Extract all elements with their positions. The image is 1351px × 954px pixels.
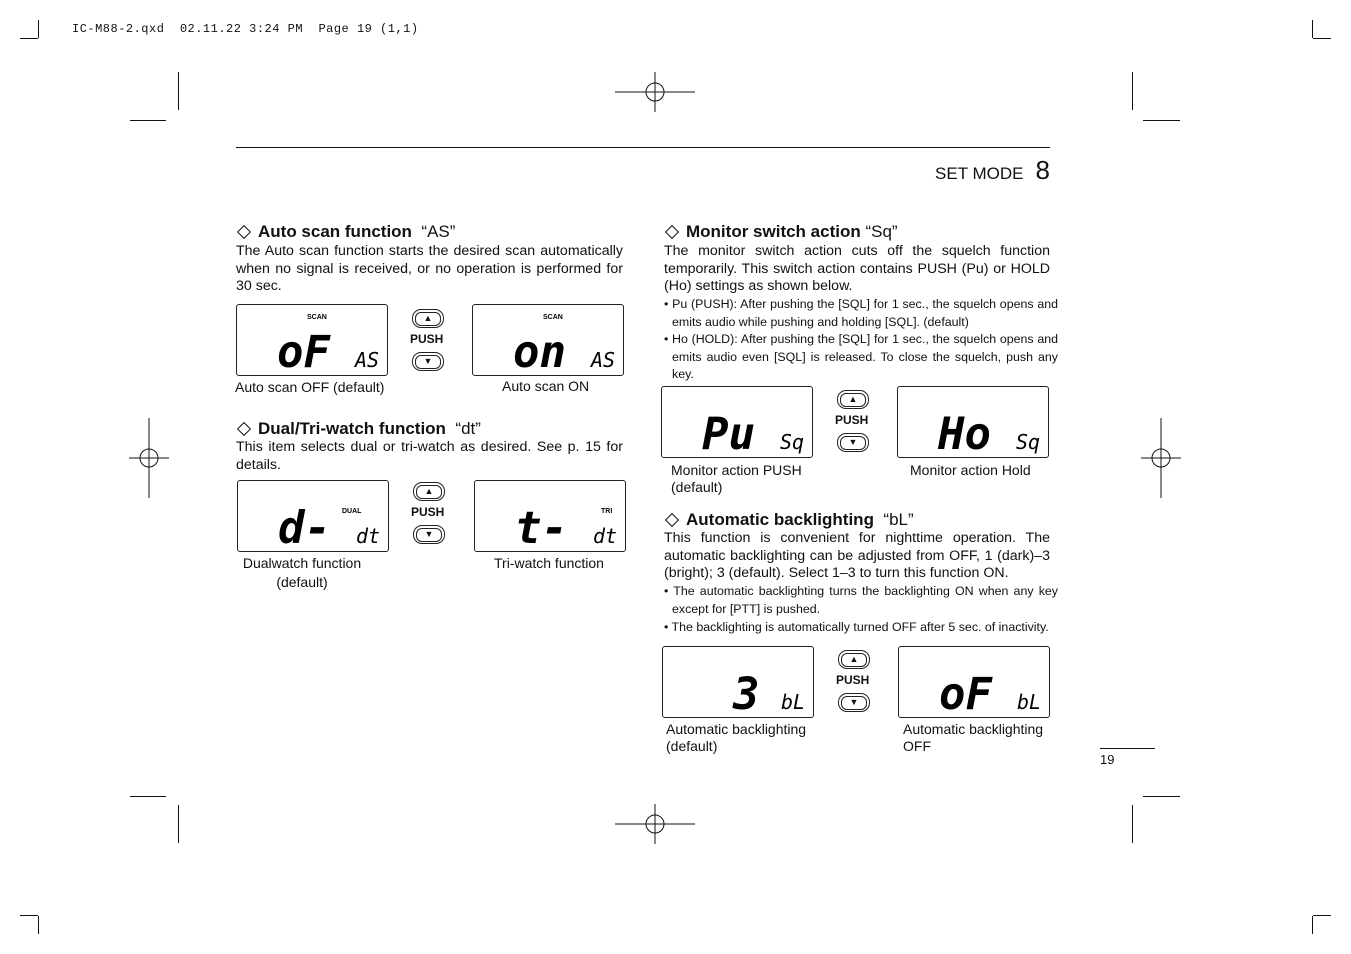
lcd-sub-digits: AS: [355, 348, 380, 372]
lcd-main-digits: 3: [733, 669, 760, 717]
down-button-icon: ▼: [412, 352, 444, 371]
down-button-icon: ▼: [838, 693, 870, 712]
chapter-number: 8: [1035, 155, 1050, 185]
down-button-icon: ▼: [837, 433, 869, 452]
lcd-sub-digits: Sq: [780, 430, 805, 454]
down-button-icon: ▼: [413, 525, 445, 544]
registration-mark-bottom: [615, 804, 695, 844]
lcd-indicator: SCAN: [543, 314, 563, 321]
monitor-body: The monitor switch action cuts off the squelch function temporarily. This switch action contains PUSH (Pu) or HOLD (Ho) settings as shown below.: [664, 243, 1050, 294]
caption-monitor-push: Monitor action PUSH (default): [671, 462, 802, 495]
up-button-icon: ▲: [413, 482, 445, 501]
lcd-auto-scan-off: [236, 304, 388, 376]
backlight-heading: Automatic backlighting “bL”: [664, 510, 914, 530]
running-title: SET MODE: [935, 164, 1024, 183]
page-number-rule: [1100, 748, 1155, 749]
lcd-main-digits: oF: [277, 327, 330, 375]
caption-triwatch: Tri-watch function: [494, 555, 604, 571]
registration-mark-left: [129, 418, 169, 498]
lcd-sub-digits: AS: [591, 348, 616, 372]
registration-mark-top: [615, 72, 695, 112]
lcd-triwatch: [474, 480, 626, 552]
diamond-bullet-icon: [237, 224, 251, 238]
up-button-icon: ▲: [838, 650, 870, 669]
lcd-sub-digits: dt: [356, 524, 381, 548]
running-header: [935, 155, 1050, 186]
up-button-icon: ▲: [412, 309, 444, 328]
lcd-main-digits: d-: [278, 503, 331, 551]
monitor-bullet-2: • Ho (HOLD): After pushing the [SQL] for 1 sec., the squelch opens and emits audio even [SQL] is released. To close the squelch, push any key.: [664, 332, 1058, 381]
caption-monitor-hold: Monitor action Hold: [910, 462, 1031, 478]
lcd-monitor-hold: [897, 386, 1049, 458]
diamond-bullet-icon: [665, 512, 679, 526]
diamond-bullet-icon: [237, 421, 251, 435]
caption-dualwatch: Dualwatch function (default): [242, 555, 362, 590]
auto-scan-heading: Auto scan function “AS”: [236, 222, 455, 242]
caption-backlight-off: Automatic backlighting OFF: [903, 721, 1044, 754]
dual-tri-body: This item selects dual or tri-watch as desired. See p. 15 for details.: [236, 439, 623, 473]
lcd-main-digits: Pu: [702, 409, 755, 457]
lcd-indicator: SCAN: [307, 314, 327, 321]
monitor-bullet-1: • Pu (PUSH): After pushing the [SQL] for 1 sec., the squelch opens and emits audio while pushing and holding [SQL]. (default): [664, 297, 1058, 329]
lcd-indicator: TRI: [601, 508, 613, 515]
diamond-bullet-icon: [665, 224, 679, 238]
lcd-main-digits: t-: [515, 503, 568, 551]
backlight-bullet-2: • The backlighting is automatically turned OFF after 5 sec. of inactivity.: [664, 620, 1049, 634]
push-label: PUSH: [836, 673, 870, 687]
lcd-sub-digits: bL: [781, 690, 806, 714]
caption-backlight-default: Automatic backlighting (default): [666, 721, 807, 754]
page-number: 19: [1100, 752, 1115, 767]
registration-mark-right: [1141, 418, 1181, 498]
up-button-icon: ▲: [837, 390, 869, 409]
lcd-dualwatch: [237, 480, 389, 552]
lcd-sub-digits: Sq: [1016, 430, 1041, 454]
lcd-main-digits: on: [513, 327, 566, 375]
lcd-backlight-3: [662, 646, 814, 718]
push-label: PUSH: [411, 505, 445, 519]
caption-auto-scan-on: Auto scan ON: [502, 378, 590, 394]
push-label: PUSH: [410, 332, 444, 346]
backlight-body: This function is convenient for nighttime operation. The automatic backlighting can be adjusted from OFF, 1 (dark)–3 (bright); 3 (default). Select 1–3 to turn this function ON.: [664, 530, 1050, 581]
print-slug: IC-M88-2.qxd 02.11.22 3:24 PM Page 19 (1,1): [72, 22, 419, 36]
lcd-auto-scan-on: [472, 304, 624, 376]
backlight-bullet-1: • The automatic backlighting turns the backlighting ON when any key except for [PTT] is pushed.: [664, 584, 1058, 616]
lcd-indicator: DUAL: [342, 508, 362, 515]
lcd-main-digits: oF: [939, 669, 992, 717]
auto-scan-body: The Auto scan function starts the desired scan automatically when no signal is received, or no operation is performed for 30 sec.: [236, 243, 623, 294]
push-label: PUSH: [835, 413, 869, 427]
caption-auto-scan-off: Auto scan OFF (default): [235, 379, 385, 395]
dual-tri-heading: Dual/Tri-watch function “dt”: [236, 419, 481, 439]
lcd-main-digits: Ho: [938, 409, 991, 457]
lcd-sub-digits: bL: [1017, 690, 1042, 714]
lcd-monitor-push: [661, 386, 813, 458]
lcd-sub-digits: dt: [593, 524, 618, 548]
monitor-heading: Monitor switch action “Sq”: [664, 222, 898, 242]
header-rule: [236, 147, 1050, 148]
lcd-backlight-off: [898, 646, 1050, 718]
